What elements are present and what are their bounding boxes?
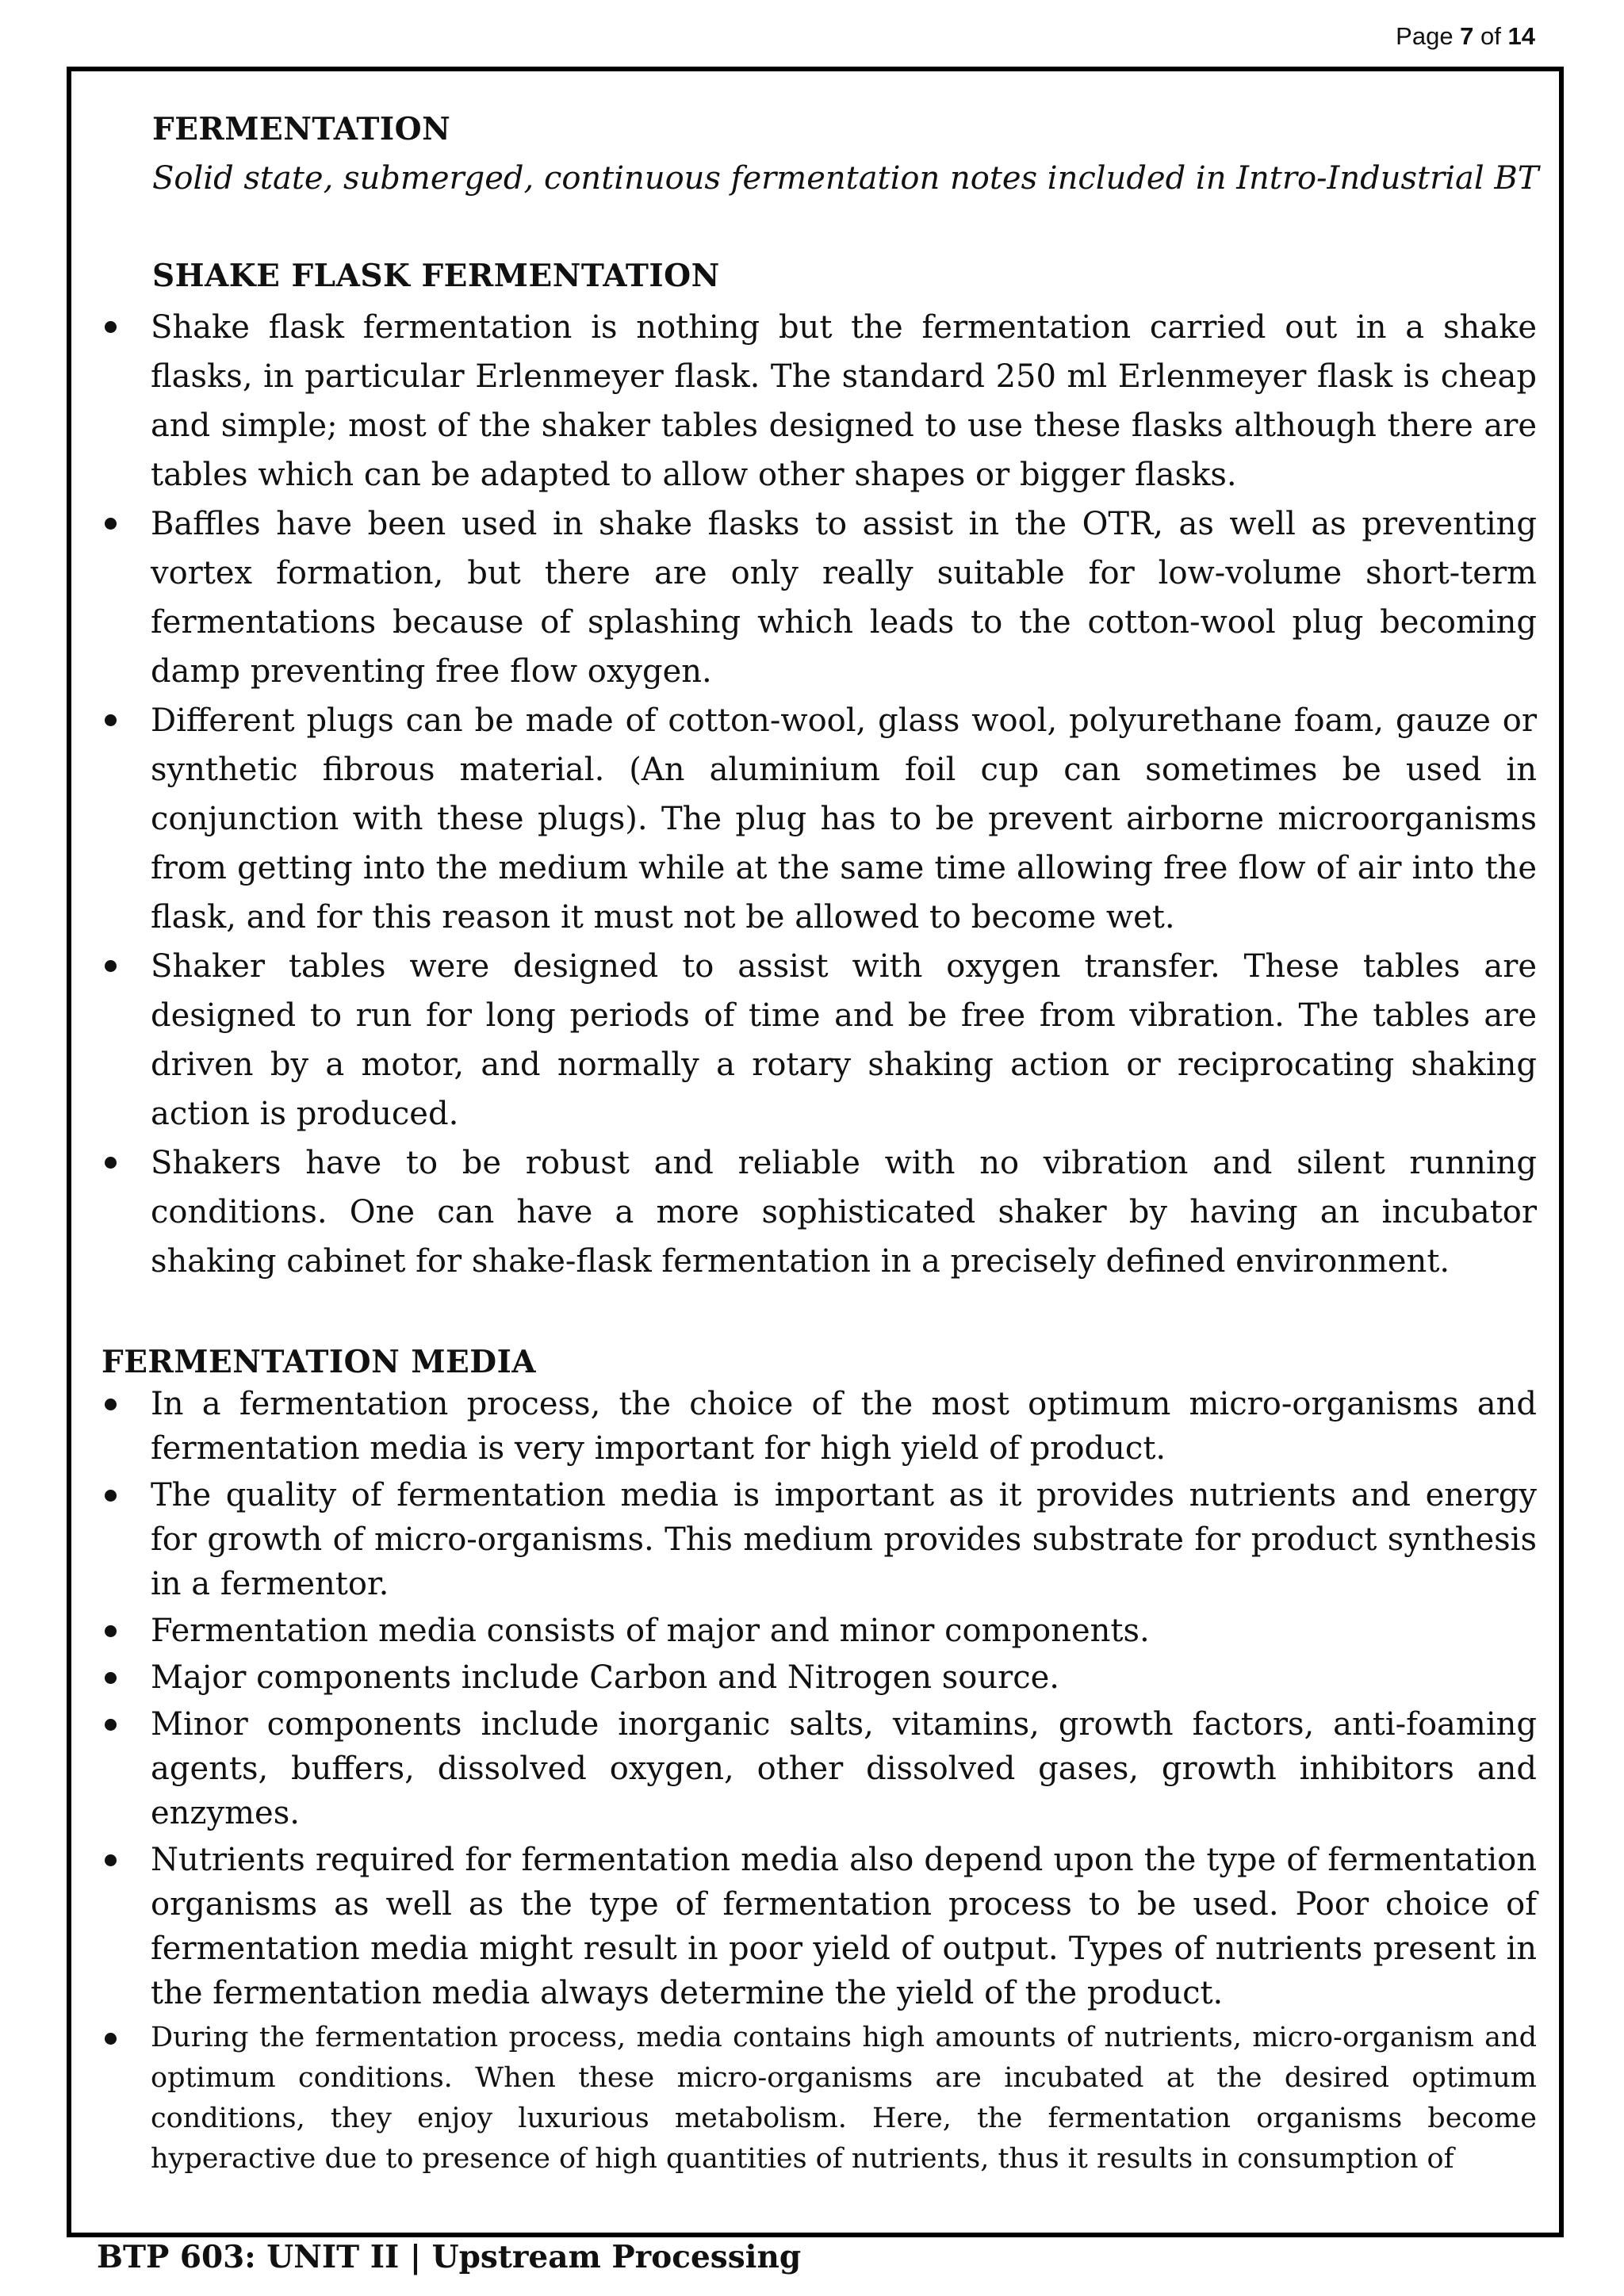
bullet-icon <box>105 1625 117 1637</box>
shake-flask-heading: SHAKE FLASK FERMENTATION <box>152 258 720 294</box>
list-item <box>71 2018 1537 2179</box>
list-item-text: Shaker tables were designed to assist with oxygen transfer. These tables are designed to run for long periods of time and be free from vibration. The tables are driven by a motor, and normally a rotary shaking action or reciprocating shaking action is produced. <box>151 948 1537 1132</box>
bullet-icon <box>105 1490 117 1502</box>
list-item <box>71 499 1537 696</box>
list-item <box>71 1655 1537 1700</box>
list-item <box>71 1473 1537 1606</box>
list-item-text: Baffles have been used in shake flasks to assist in the OTR, as well as preventing vortex formation, but there are only really suitable for low-volume short-term fermentations because of splashing which leads to the cotton-wool plug becoming damp preventing free flow oxygen. <box>151 506 1537 690</box>
list-item-text: Nutrients required for fermentation media also depend upon the type of fermentation organisms as well as the type of fermentation process to be used. Poor choice of fermentation media might result in poor yield of output. Types of nutrients present in the fermentation media always determine the yield of the product. <box>151 1842 1537 2011</box>
fermentation-media-list <box>71 1382 1537 2182</box>
list-item-text: Fermentation media consists of major and minor components. <box>151 1613 1150 1649</box>
page-number-middle: of <box>1473 22 1508 50</box>
list-item <box>71 942 1537 1138</box>
page-number-total: 14 <box>1507 22 1535 50</box>
bullet-icon <box>105 714 117 726</box>
fermentation-note: Solid state, submerged, continuous fermentation notes included in Intro-Industrial BT <box>152 160 1539 197</box>
list-item <box>71 696 1537 942</box>
list-item <box>71 1609 1537 1653</box>
list-item-text: In a fermentation process, the choice of the most optimum micro-organisms and fermentation media is very important for high yield of product. <box>151 1386 1537 1467</box>
list-item <box>71 1138 1537 1286</box>
list-item-text: Shakers have to be robust and reliable with no vibration and silent running conditions. One can have a more sophisticated shaker by having an incubator shaking cabinet for shake-flask fermentation in a precisely defined environment. <box>151 1145 1537 1280</box>
list-item-text: Shake flask fermentation is nothing but the fermentation carried out in a shake flasks, in particular Erlenmeyer flask. The standard 250 ml Erlenmeyer flask is cheap and simple; most of the shaker tables designed to use these flasks although there are tables which can be adapted to allow other shapes or bigger flasks. <box>151 309 1537 493</box>
bullet-icon <box>105 1157 117 1169</box>
shake-flask-list <box>71 303 1537 1286</box>
page-number-prefix: Page <box>1396 22 1461 50</box>
list-item-text: Major components include Carbon and Nitrogen source. <box>151 1659 1060 1696</box>
page-number <box>1396 22 1535 51</box>
page-number-current: 7 <box>1460 22 1474 50</box>
bullet-icon <box>105 1672 117 1684</box>
list-item-text: Minor components include inorganic salts, vitamins, growth factors, anti-foaming agents, buffers, dissolved oxygen, other dissolved gases, growth inhibitors and enzymes. <box>151 1706 1537 1831</box>
bullet-icon <box>105 1854 117 1866</box>
bullet-icon <box>105 321 117 333</box>
page-border <box>67 67 1564 2237</box>
list-item <box>71 1702 1537 1835</box>
fermentation-media-heading: FERMENTATION MEDIA <box>102 1344 537 1380</box>
bullet-icon <box>105 1719 117 1731</box>
list-item-text: Different plugs can be made of cotton-wool, glass wool, polyurethane foam, gauze or synthetic fibrous material. (An aluminium foil cup can sometimes be used in conjunction with these plugs). The plug has to be prevent airborne microorganisms from getting into the medium while at the same time allowing free flow of air into the flask, and for this reason it must not be allowed to become wet. <box>151 702 1537 936</box>
list-item <box>71 303 1537 499</box>
list-item-text: During the fermentation process, media contains high amounts of nutrients, micro-organism and optimum conditions. When these micro-organisms are incubated at the desired optimum conditions, they enjoy luxurious metabolism. Here, the fermentation organisms become hyperactive due to presence of high quantities of nutrients, thus it results in consumption of <box>151 2022 1537 2175</box>
page-content <box>71 71 1559 2233</box>
bullet-icon <box>105 2033 117 2045</box>
bullet-icon <box>105 1399 117 1410</box>
list-item-text: The quality of fermentation media is important as it provides nutrients and energy for growth of micro-organisms. This medium provides substrate for product synthesis in a fermentor. <box>151 1477 1537 1602</box>
bullet-icon <box>105 518 117 530</box>
bullet-icon <box>105 960 117 972</box>
list-item <box>71 1382 1537 1471</box>
footer-title: BTP 603: UNIT II | Upstream Processing <box>97 2239 802 2275</box>
fermentation-heading: FERMENTATION <box>152 111 451 147</box>
list-item <box>71 1838 1537 2015</box>
